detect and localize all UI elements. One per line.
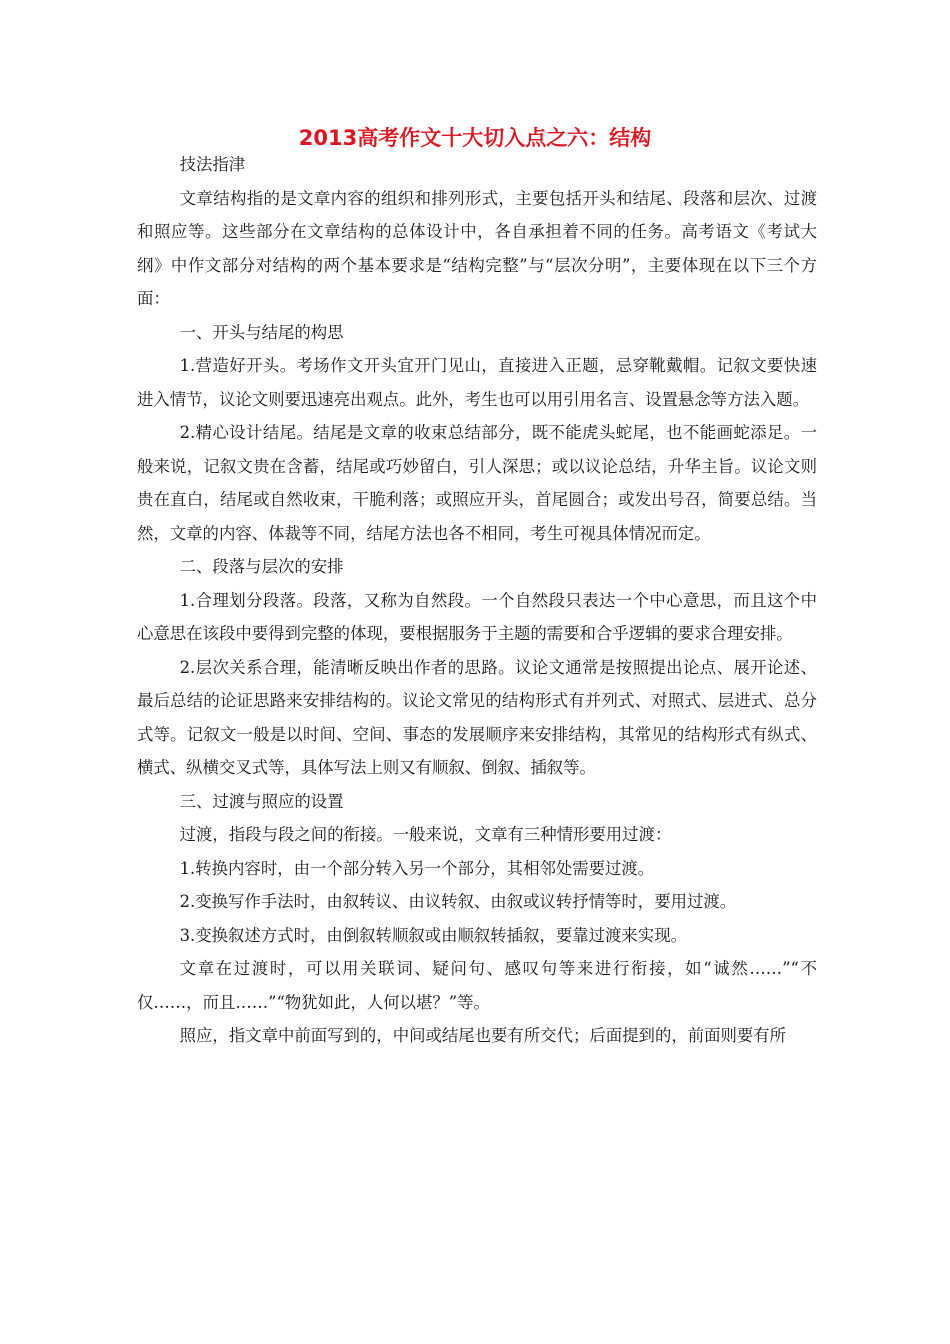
paragraph-transition-def: 过渡，指段与段之间的衔接。一般来说，文章有三种情形要用过渡： <box>179 825 672 844</box>
section-heading-technique: 技法指津 <box>179 155 246 174</box>
paragraph-transition-methods: 文章在过渡时，可以用关联词、疑问句、感叹句等来进行衔接，如“诚然……”“不仅……，而且……”“物犹如此，人何以堪？”等。 <box>137 959 817 1012</box>
section-heading-opening-ending: 一、开头与结尾的构思 <box>179 322 344 342</box>
section-heading-paragraph-levels: 二、段落与层次的安排 <box>179 557 344 576</box>
paragraph-levels: 2.层次关系合理，能清晰反映出作者的思路。议论文通常是按照提出论点、展开论述、最后总结的论证思路来安排结构的。议论文常见的结构形式有并列式、对照式、层进式、总分式等。记叙文一般是以时间、空间、事态的发展顺序来安排结构，其常见的结构形式有纵式、横式、纵横交叉式等，具体写法上则又有顺叙、倒叙、插叙等。 <box>137 657 817 777</box>
section-heading-transition: 三、过渡与照应的设置 <box>179 791 344 811</box>
document-title: 2013高考作文十大切入点之六：结构 <box>298 126 652 150</box>
paragraph-divide: 1.合理划分段落。段落，又称为自然段。一个自然段只表达一个中心意思，而且这个中心意思在该段中要得到完整的体现，要根据服务于主题的需要和合乎逻辑的要求合理安排。 <box>137 590 817 643</box>
document-body <box>137 148 817 1053</box>
list-item-transition-1: 1.转换内容时，由一个部分转入另一个部分，其相邻处需要过渡。 <box>179 858 655 878</box>
paragraph-ending: 2.精心设计结尾。结尾是文章的收束总结部分，既不能虎头蛇尾，也不能画蛇添足。一般来说，记叙文贵在含蓄，结尾或巧妙留白，引人深思；或以议论总结，升华主旨。议论文则贵在直白，结尾或自然收束，干脆利落；或照应开头，首尾圆合；或发出号召，简要总结。当然，文章的内容、体裁等不同，结尾方法也各不相同，考生可视具体情况而定。 <box>137 423 817 543</box>
list-item-transition-3: 3.变换叙述方式时，由倒叙转顺叙或由顺叙转插叙，要靠过渡来实现。 <box>179 925 687 945</box>
paragraph-opening: 1.营造好开头。考场作文开头宜开门见山，直接进入正题，忌穿靴戴帽。记叙文要快速进入情节，议论文则要迅速亮出观点。此外，考生也可以用引用名言、设置悬念等方法入题。 <box>137 356 817 409</box>
paragraph-intro: 文章结构指的是文章内容的组织和排列形式，主要包括开头和结尾、段落和层次、过渡和照应等。这些部分在文章结构的总体设计中，各自承担着不同的任务。高考语文《考试大纲》中作文部分对结构的两个基本要求是“结构完整”与“层次分明”，主要体现在以下三个方面： <box>137 188 817 308</box>
list-item-transition-2: 2.变换写作手法时，由叙转议、由议转叙、由叙或议转抒情等时，要用过渡。 <box>179 892 737 911</box>
paragraph-echo: 照应，指文章中前面写到的，中间或结尾也要有所交代；后面提到的，前面则要有所 <box>179 1026 787 1045</box>
